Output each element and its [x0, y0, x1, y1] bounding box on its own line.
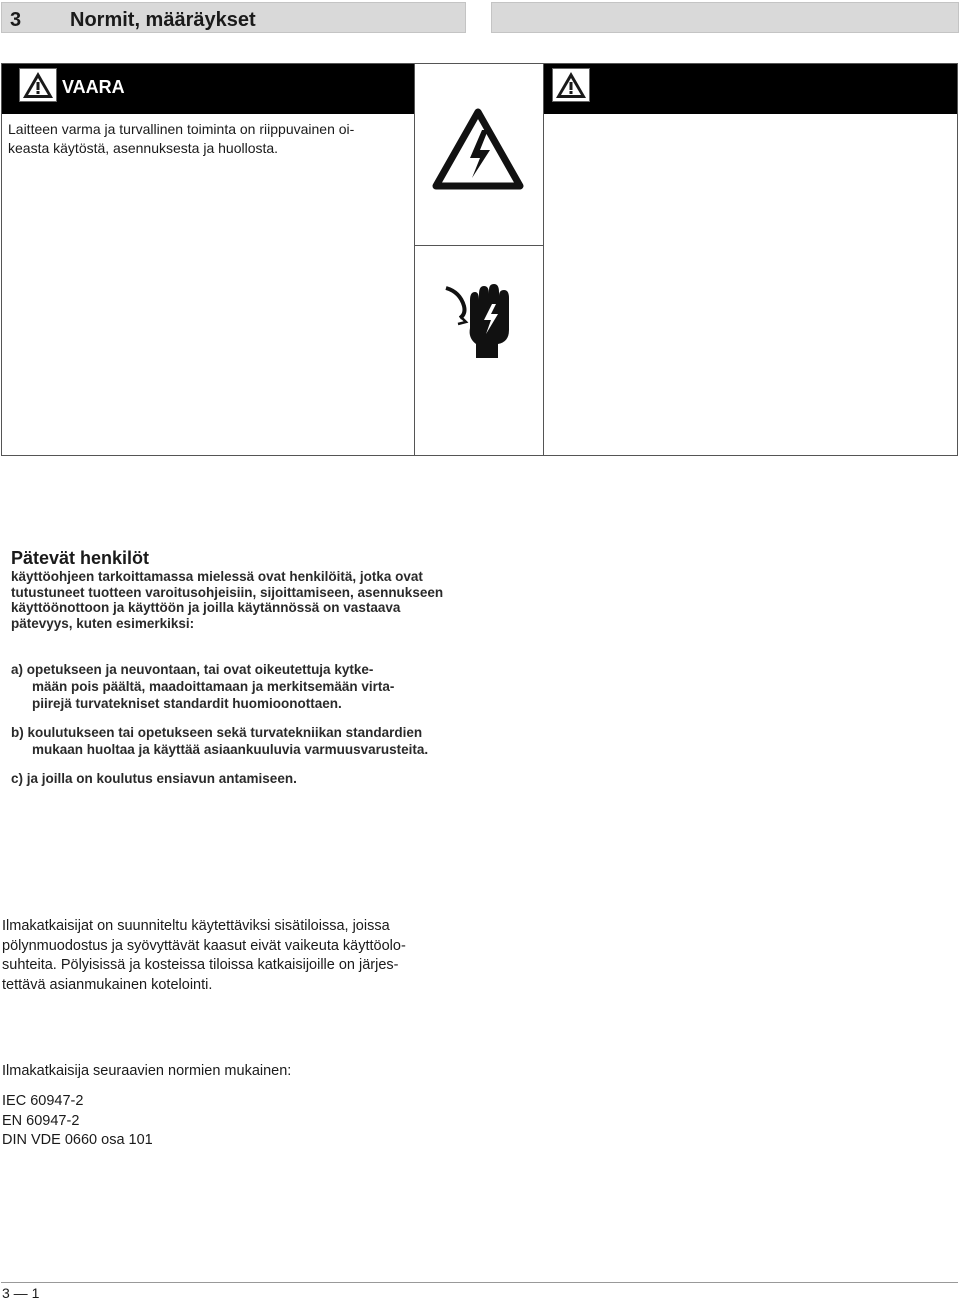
- chapter-header: [1, 2, 466, 33]
- chapter-title: Normit, määräykset: [70, 9, 256, 31]
- list-item-line: c) ja joilla on koulutus ensiavun antamiseen.: [11, 771, 297, 786]
- page-number: 3 — 1: [2, 1285, 40, 1301]
- intro-line: pätevyys, kuten esimerkiksi:: [11, 615, 195, 631]
- standards-list: [2, 1092, 153, 1151]
- danger-text-line: Laitteen varma ja turvallinen toiminta on riippuvainen oi-: [8, 121, 355, 137]
- intro-line: tutustuneet tuotteen varoitusohjeisiin, sijoittamiseen, asennukseen: [11, 584, 444, 600]
- standards-intro: Ilmakatkaisija seuraavien normien mukainen:: [2, 1063, 292, 1079]
- danger-label: VAARA: [62, 77, 125, 97]
- list-item: [11, 724, 511, 758]
- intro-line: käyttöohjeen tarkoittamassa mielessä ovat henkilöitä, jotka ovat: [11, 569, 423, 584]
- list-item-line: a) opetukseen ja neuvontaan, tai ovat oikeutettuja kytke-: [11, 662, 374, 677]
- paragraph-line: Ilmakatkaisijat on suunniteltu käytettäviksi sisätiloissa, joissa: [2, 918, 390, 934]
- table-divider: [414, 245, 544, 246]
- intro-line: käyttöönottoon ja käyttöön ja joilla käytännössä on vastaava: [11, 600, 401, 615]
- paragraph-line: pölynmuodostus ja syövyttävät kaasut eivät vaikeuta käyttöolo-: [2, 937, 406, 954]
- footer-rule: [1, 1282, 958, 1283]
- list-item: [11, 661, 511, 712]
- warning-triangle-icon: [552, 68, 590, 102]
- standard-item: EN 60947-2: [2, 1112, 80, 1129]
- standard-item: DIN VDE 0660 osa 101: [2, 1132, 153, 1148]
- list-item-line: mään pois päältä, maadoittamaan ja merkitsemään virta-: [32, 679, 395, 694]
- warning-triangle-icon: [19, 68, 57, 102]
- danger-text: [8, 120, 403, 158]
- chapter-number: 3: [10, 9, 22, 31]
- table-divider: [543, 63, 544, 456]
- list-item-line: b) koulutukseen tai opetukseen sekä turvatekniikan standardien: [11, 725, 423, 740]
- qualified-persons-title: Pätevät henkilöt: [11, 548, 150, 568]
- list-item-line: mukaan huoltaa ja käyttää asiaankuuluvia varmuusvarusteita.: [32, 742, 429, 757]
- danger-text-line: keasta käytöstä, asennuksesta ja huollosta.: [8, 140, 279, 156]
- high-voltage-icon: [432, 108, 524, 195]
- electric-shock-hand-icon: [442, 282, 512, 365]
- qualified-persons-intro: [11, 569, 521, 631]
- table-divider: [414, 63, 415, 456]
- header-bar-right: [491, 2, 959, 33]
- list-item: [11, 770, 511, 787]
- list-item-line: piirejä turvatekniset standardit huomioonottaen.: [32, 696, 342, 711]
- paragraph-line: suhteita. Pölyisissä ja kosteissa tiloissa katkaisijoille on järjes-: [2, 957, 399, 973]
- paragraph-line: tettävä asianmukainen kotelointi.: [2, 976, 213, 993]
- standard-item: IEC 60947-2: [2, 1093, 84, 1109]
- environment-paragraph: [2, 917, 472, 995]
